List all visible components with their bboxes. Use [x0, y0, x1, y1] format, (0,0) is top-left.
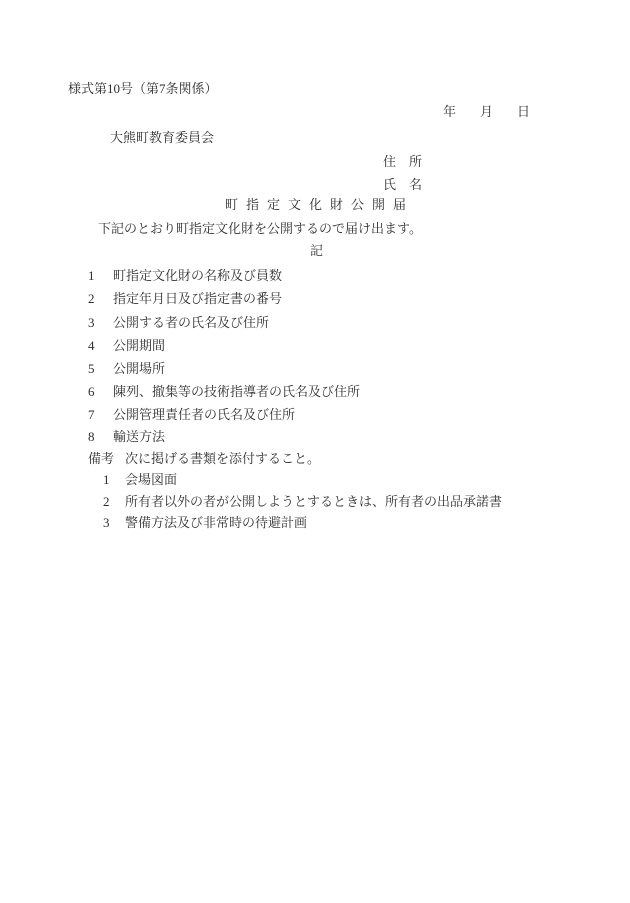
sub-item-text: 会場図面 [125, 472, 178, 487]
sub-item-number: 2 [103, 494, 110, 509]
item-number: 3 [88, 315, 95, 330]
addressee: 大熊町教育委員会 [110, 130, 215, 145]
notes-sub-item [103, 472, 177, 488]
notes-sub-item [103, 515, 307, 531]
item-text: 公開場所 [113, 361, 166, 376]
sub-item-text: 所有者以外の者が公開しようとするときは、所有者の出品承諾書 [125, 494, 503, 509]
list-item [88, 291, 282, 307]
item-number: 4 [88, 338, 95, 353]
sub-item-number: 1 [103, 472, 110, 487]
address-label: 住 所 [383, 154, 423, 169]
document-title: 町指定文化財公開届 [225, 197, 415, 212]
item-number: 7 [88, 407, 95, 422]
ki-marker: 記 [310, 243, 324, 258]
year-label: 年 [443, 104, 457, 119]
notes-row [88, 451, 320, 467]
notes-lead: 次に掲げる書類を添付すること。 [125, 451, 321, 466]
day-label: 日 [517, 104, 531, 119]
form-number: 様式第10号（第7条関係） [68, 81, 218, 96]
item-text: 陳列、撤集等の技術指導者の氏名及び住所 [113, 384, 361, 399]
list-item [88, 407, 295, 423]
name-label: 氏 名 [383, 177, 423, 192]
date-line [443, 104, 530, 120]
item-number: 2 [88, 291, 95, 306]
list-item [88, 268, 282, 284]
list-item [88, 384, 360, 400]
item-number: 8 [88, 429, 95, 444]
list-item [88, 361, 165, 377]
list-item [88, 315, 269, 331]
body-sentence: 下記のとおり町指定文化財を公開するので届け出ます。 [98, 221, 422, 236]
item-text: 公開する者の氏名及び住所 [113, 315, 270, 330]
item-text: 指定年月日及び指定書の番号 [113, 291, 283, 306]
item-number: 1 [88, 268, 95, 283]
item-number: 6 [88, 384, 95, 399]
sub-item-number: 3 [103, 515, 110, 530]
sub-item-text: 警備方法及び非常時の待避計画 [125, 515, 308, 530]
list-item [88, 338, 165, 354]
list-item [88, 429, 165, 445]
notes-label: 備考 [88, 451, 115, 466]
month-label: 月 [480, 104, 494, 119]
item-text: 公開期間 [113, 338, 166, 353]
item-text: 輸送方法 [113, 429, 166, 444]
item-text: 町指定文化財の名称及び員数 [113, 268, 283, 283]
item-text: 公開管理責任者の氏名及び住所 [113, 407, 296, 422]
notes-sub-item [103, 494, 502, 510]
item-number: 5 [88, 361, 95, 376]
